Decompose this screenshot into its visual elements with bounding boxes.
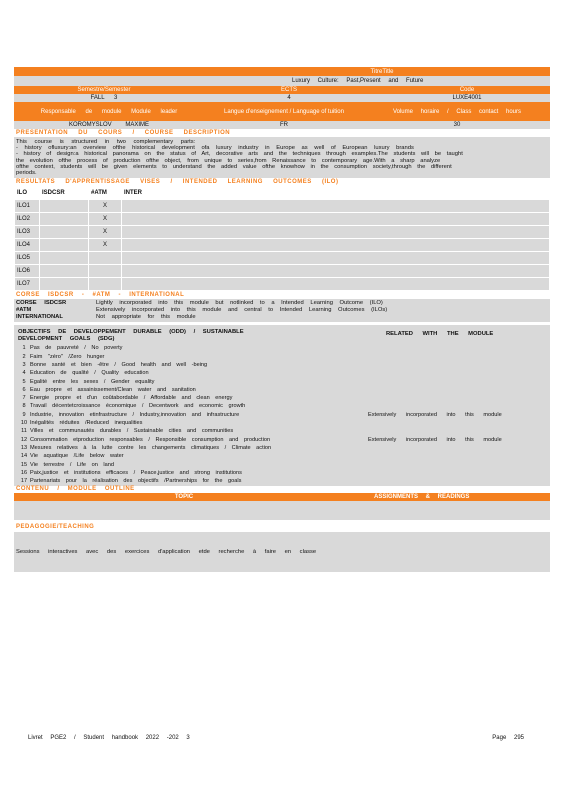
ilo-inter [122, 278, 550, 291]
page-footer [28, 735, 524, 741]
pedagogy-text: Sessions interactives avec des exercices d'application etde recherche à faire en classe [16, 549, 317, 556]
title-value-row [14, 76, 550, 86]
legend-key: #ATM [16, 307, 32, 314]
presentation-line: ofthe context, students will be given elements to understand the added value ofthe knowhow in the consumption society,through the different [16, 163, 452, 170]
sdg-item [18, 386, 548, 394]
sdg-number: 14 [20, 453, 28, 460]
legend-value: Not appropriate for this module [96, 314, 196, 321]
ilo-sdcsr [40, 226, 89, 239]
table-row [15, 226, 550, 239]
sdg-text: Pas de pauvreté / No poverty [30, 345, 123, 352]
course-sheet [14, 67, 550, 572]
sdg-item [18, 477, 548, 485]
sdg-text: Inégalités réduites /Reduced inequalities [30, 420, 143, 427]
sdg-item [18, 344, 548, 352]
volume-value: 30 [453, 122, 461, 128]
assignments-label: ASSIGNMENTS & READINGS [374, 494, 470, 501]
table-row [15, 213, 550, 226]
volume-label: Volume horaire / Class contact hours [392, 108, 522, 115]
ects-value: 4 [287, 95, 291, 101]
code-label: Code [459, 87, 475, 93]
presentation-title: PRESENTATION DU COURS / COURSE DESCRIPTION [16, 130, 231, 136]
sdg-text: Energie propre et d'un coûtabordable / Affordable and clean energy [30, 395, 233, 402]
ilo-atm: X [89, 239, 122, 252]
semester-value: FALL 3 [90, 95, 118, 101]
ilo-id: ILO3 [15, 226, 40, 239]
sdg-number: 2 [22, 353, 26, 360]
ilo-inter [122, 265, 550, 278]
ilo-id: ILO6 [15, 265, 40, 278]
ilo-id: ILO1 [15, 200, 40, 213]
table-row [15, 265, 550, 278]
code-value: LUXE4001 [452, 95, 482, 101]
sdg-number: 10 [20, 420, 28, 427]
ilo-sdcsr [40, 252, 89, 265]
sdg-number: 11 [21, 428, 27, 435]
presentation-line: - history ofluxury:an overview ofthe historical development ofa luxury industry in Europe as well of European luxury brands [16, 145, 414, 152]
title-label-row [14, 67, 550, 76]
ilo-inter [122, 252, 550, 265]
ilo-sdcsr [40, 200, 89, 213]
sdg-number: 13 [20, 444, 28, 451]
sdg-block [14, 325, 550, 486]
semester-value-row [14, 94, 550, 102]
ilo-inter [122, 200, 550, 213]
ilo-inter [122, 226, 550, 239]
language-label: Langue d'enseignement / Language of tuition [224, 108, 344, 115]
responsable-label-row [14, 102, 550, 121]
sdg-list [18, 344, 548, 485]
content-title: CONTENU / MODULE OUTLINE [16, 486, 135, 493]
presentation-line: - history of design:a historical panorama on the status of Art, decorative arts and the techniques through examples.The students will be taught [16, 151, 463, 158]
ilo-header: ILO [15, 187, 40, 200]
sdg-text: Education de qualité / Quality education [30, 370, 149, 377]
content-body [14, 501, 550, 520]
sdg-title-line: OBJECTIFS DE DEVELOPPEMENT DURABLE (ODD) / SUSTAINABLE [18, 329, 244, 336]
sdg-item [18, 402, 548, 410]
ilo-sdcsr [40, 278, 89, 291]
sdg-number: 17 [20, 478, 28, 485]
ilo-atm: X [89, 213, 122, 226]
legend-value: Extensively incorporated into this module and central to Intended Learning Outcomes (ILOs) [96, 307, 388, 314]
legend-value: Lightly incorporated into this module but notlinked to a Intended Learning Outcome (ILO) [96, 300, 383, 307]
sdg-item [18, 353, 548, 361]
sdg-item [18, 427, 548, 435]
ilo-atm: X [89, 226, 122, 239]
ilo-sdcsr [40, 265, 89, 278]
responsable-value-row [14, 121, 550, 129]
presentation-line: the evolution ofthe process of production ofthe object, from unique to series,from Renaissance to contemporary age.With a sharp analyze [16, 157, 441, 164]
ects-label: ECTS [280, 87, 297, 93]
sdg-item [18, 377, 548, 385]
responsable-label: Responsable de module Module leader [40, 108, 178, 115]
sdg-item [18, 444, 548, 452]
ilo-atm [89, 252, 122, 265]
content-header-row [14, 493, 550, 501]
sdg-number: 16 [20, 469, 28, 476]
presentation-body [14, 137, 550, 178]
sdg-text: Eau propre et assainissement/Clean water and sanitation [30, 386, 196, 393]
sdg-text: Paix,justice et institutions efficaces / Peace,justice and strong institutions [30, 469, 242, 476]
sdg-text: Villes et communautés durables / Sustainable cities and communities [30, 428, 234, 435]
ilo-header-row [15, 187, 550, 200]
semester-label: Semestre/Semester [77, 87, 131, 93]
ilo-sdcsr [40, 239, 89, 252]
sdg-header [18, 327, 548, 344]
language-value: FR [280, 122, 288, 128]
topic-label: TOPIC [174, 494, 194, 501]
sdg-item [18, 460, 548, 468]
sdg-number: 3 [22, 361, 26, 368]
sdg-text: Egalité entre les sexes / Gender equality [30, 378, 155, 385]
legend-key: CORSE ISDCSR [16, 300, 67, 307]
legend-row [16, 307, 548, 314]
ilo-title: RESULTATS D'APPRENTISSAGE VISES / INTENDED LEARNING OUTCOMES (ILO) [16, 179, 339, 186]
sdg-item [18, 369, 548, 377]
ilo-header: ISDCSR [40, 187, 89, 200]
sdg-number: 4 [22, 370, 26, 377]
sdg-text: Travail décentetcroissance économique / Decentwork and economic growth [30, 403, 246, 410]
sdg-title-line: DEVELOPMENT GOALS (SDG) [18, 335, 115, 342]
sdg-item [18, 435, 548, 443]
responsable-value: KOROMYSLOV MAXIME [68, 122, 149, 128]
sdg-item [18, 411, 548, 419]
sdg-number: 15 [20, 461, 28, 468]
ilo-atm: X [89, 200, 122, 213]
sdg-relation: Extensively incorporated into this module [368, 411, 502, 418]
course-title: Luxury Culture: Past,Present and Future [292, 78, 424, 84]
title-label: TitreTitle [370, 68, 394, 75]
sdg-related-title: RELATED WITH THE MODULE [386, 331, 494, 338]
semester-label-row [14, 86, 550, 94]
sdg-number: 12 [20, 436, 28, 443]
sdg-text: Consommation etproduction responsables / Responsible consumption and production [30, 436, 271, 443]
ilo-id: ILO5 [15, 252, 40, 265]
sdg-text: Faim "zéro" /Zero hunger [30, 353, 105, 360]
table-row [15, 200, 550, 213]
ilo-header: INTER [122, 187, 550, 200]
ilo-inter [122, 239, 550, 252]
ilo-atm [89, 278, 122, 291]
sdg-item [18, 419, 548, 427]
sdg-text: Bonne santé et bien -être / Good health and well -being [30, 361, 208, 368]
ilo-id: ILO7 [15, 278, 40, 291]
legend-row [16, 300, 548, 307]
sdg-text: Industrie, innovation etinfrastructure / Industry,innovation and infrastructure [30, 411, 240, 418]
legend-body [14, 299, 550, 322]
ilo-id: ILO2 [15, 213, 40, 226]
table-row [15, 239, 550, 252]
sdg-number: 7 [22, 395, 26, 402]
sdg-number: 1 [22, 345, 26, 352]
legend-row [16, 314, 548, 321]
ilo-table [14, 186, 550, 291]
table-row [15, 278, 550, 291]
sdg-text: Mesures relatives à la lutte contre les changements climatiques / Climate action [30, 444, 272, 451]
sdg-number: 8 [22, 403, 26, 410]
sdg-title [18, 329, 368, 342]
pedagogy-body [14, 532, 550, 572]
sdg-item [18, 394, 548, 402]
ilo-id: ILO4 [15, 239, 40, 252]
ilo-header: #ATM [89, 187, 122, 200]
sdg-item [18, 361, 548, 369]
presentation-line: periods. [16, 170, 37, 177]
sdg-relation: Extensively incorporated into this module [368, 436, 502, 443]
presentation-line: This course is structured in two complementary parts: [16, 139, 196, 145]
ilo-atm [89, 265, 122, 278]
sdg-text: Vie terrestre / Life on land [30, 461, 114, 468]
table-row [15, 252, 550, 265]
pedagogy-title: PEDAGOGIE/TEACHING [16, 524, 95, 531]
ilo-sdcsr [40, 213, 89, 226]
sdg-number: 9 [22, 411, 26, 418]
sdg-item [18, 452, 548, 460]
sdg-number: 5 [22, 378, 26, 385]
page-number: Page 295 [492, 735, 524, 741]
ilo-inter [122, 213, 550, 226]
footer-left: Livret PGE2 / Student handbook 2022 -202 3 [28, 735, 190, 741]
sdg-text: Partenariats pour la réalisation des objectifs /Partnerships for the goals [30, 478, 242, 485]
legend-title: CORSE ISDCSR - #ATM - INTERNATIONAL [16, 292, 185, 299]
legend-key: INTERNATIONAL [16, 314, 63, 321]
sdg-item [18, 469, 548, 477]
sdg-text: Vie aquatique /Life below water [30, 453, 124, 460]
sdg-number: 6 [22, 386, 26, 393]
